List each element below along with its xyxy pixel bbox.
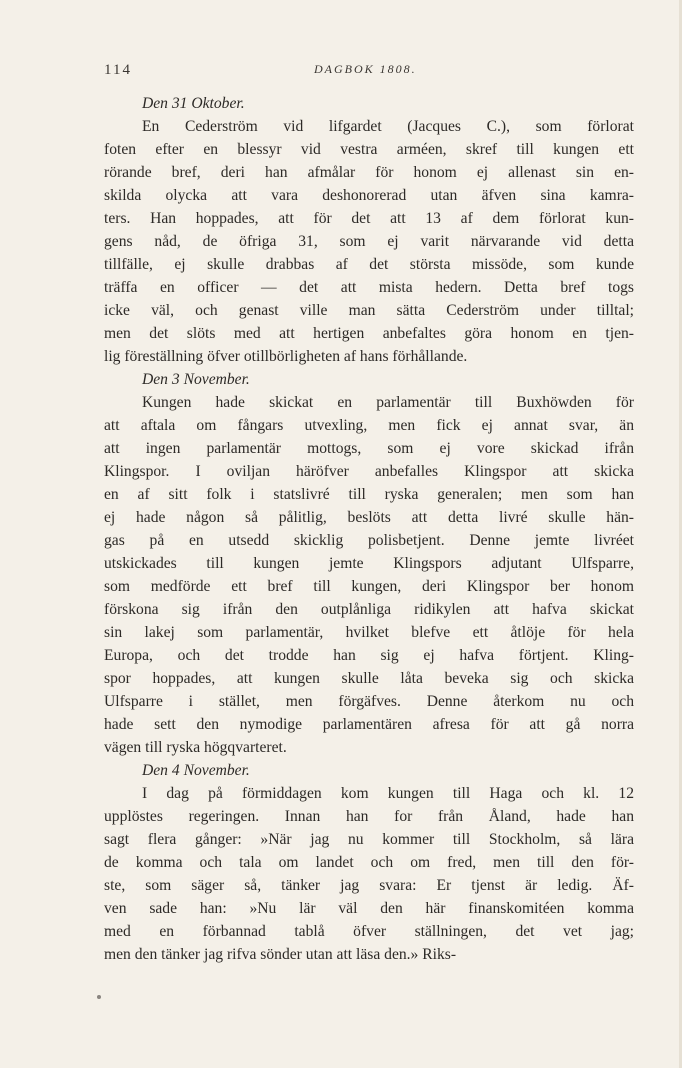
text-line: Ulfsparre i stället, men förgäfves. Denne återkom nu och — [104, 693, 634, 710]
text-line: Europa, och det trodde han sig ej hafva förtjent. Kling- — [104, 647, 634, 664]
text-line: sin lakej som parlamentär, hvilket blefve ett åtlöje för hela — [104, 624, 634, 641]
text-line: Kungen hade skickat en parlamentär till Buxhöwden för — [142, 394, 634, 411]
text-line: spor hoppades, att kungen skulle låta beveka sig och skicka — [104, 670, 634, 687]
text-line: sagt flera gånger: »När jag nu kommer till Stockholm, så lära — [104, 831, 634, 848]
text-line: ven sade han: »Nu lär väl den här finanskomitéen komma — [104, 900, 634, 917]
text-line: foten efter en blessyr vid vestra arméen, skref till kungen ett — [104, 141, 634, 158]
text-line: gas på en utsedd skicklig polisbetjent. Denne jemte livréet — [104, 532, 634, 549]
entry-date-heading: Den 4 November. — [142, 762, 250, 779]
text-line: ters. Han hoppades, att för det att 13 af dem förlorat kun- — [104, 210, 634, 227]
text-line: som medförde ett bref till kungen, deri Klingspor ber honom — [104, 578, 634, 595]
text-line: men den tänker jag rifva sönder utan att läsa den.» Riks- — [104, 946, 457, 963]
text-line: ej hade någon så pålitlig, beslöts att detta livré skulle hän- — [104, 509, 634, 526]
text-line: träffa en officer — det att mista hedern. Detta bref togs — [104, 279, 634, 296]
text-line: tillfälle, ej skulle drabbas af det största missöde, som kunde — [104, 256, 634, 273]
text-line: förskona sig ifrån den outplånliga ridikylen att hafva skickat — [104, 601, 634, 618]
text-line: gens nåd, de öfriga 31, som ej varit närvarande vid detta — [104, 233, 634, 250]
text-line: en af sitt folk i statslivré till ryska generalen; men som han — [104, 486, 634, 503]
text-line: skilda olycka att vara deshonorerad utan äfven sina kamra- — [104, 187, 634, 204]
text-line: att aftala om fångars utvexling, men fick ej annat svar, än — [104, 417, 634, 434]
entry-date-heading: Den 31 Oktober. — [142, 95, 245, 112]
text-line: hade sett den nymodige parlamentären afresa för att gå norra — [104, 716, 634, 733]
text-line: icke väl, och genast ville man sätta Cederström under tilltal; — [104, 302, 634, 319]
ink-speck — [97, 995, 101, 999]
text-line: I dag på förmiddagen kom kungen till Haga och kl. 12 — [142, 785, 634, 802]
text-line: att ingen parlamentär mottogs, som ej vore skickad ifrån — [104, 440, 634, 457]
text-line: Klingspor. I oviljan häröfver anbefalles Klingspor att skicka — [104, 463, 634, 480]
text-line: rörande bref, deri han afmålar för honom ej allenast sin en- — [104, 164, 634, 181]
body-text — [104, 92, 634, 966]
text-line: vägen till ryska högqvarteret. — [104, 739, 287, 756]
entry-date-heading: Den 3 November. — [142, 371, 250, 388]
running-head: DAGBOK 1808. — [314, 62, 417, 76]
text-line: upplöstes regeringen. Innan han for från Åland, hade han — [104, 808, 634, 825]
text-line: utskickades till kungen jemte Klingspors adjutant Ulfsparre, — [104, 555, 634, 572]
text-line: ste, som säger så, tänker jag svara: Er tjenst är ledig. Äf- — [104, 877, 634, 894]
page-number: 114 — [104, 62, 132, 78]
text-line: de komma och tala om landet och om fred, men till den för- — [104, 854, 634, 871]
text-line: men det slöts med att hertigen anbefaltes göra honom en tjen- — [104, 325, 634, 342]
page-header — [104, 62, 634, 84]
text-line: lig föreställning öfver otillbörligheten af hans förhållande. — [104, 348, 468, 365]
text-line: En Cederström vid lifgardet (Jacques C.), som förlorat — [142, 118, 634, 135]
text-line: med en förbannad tablå öfver ställningen, det vet jag; — [104, 923, 634, 940]
